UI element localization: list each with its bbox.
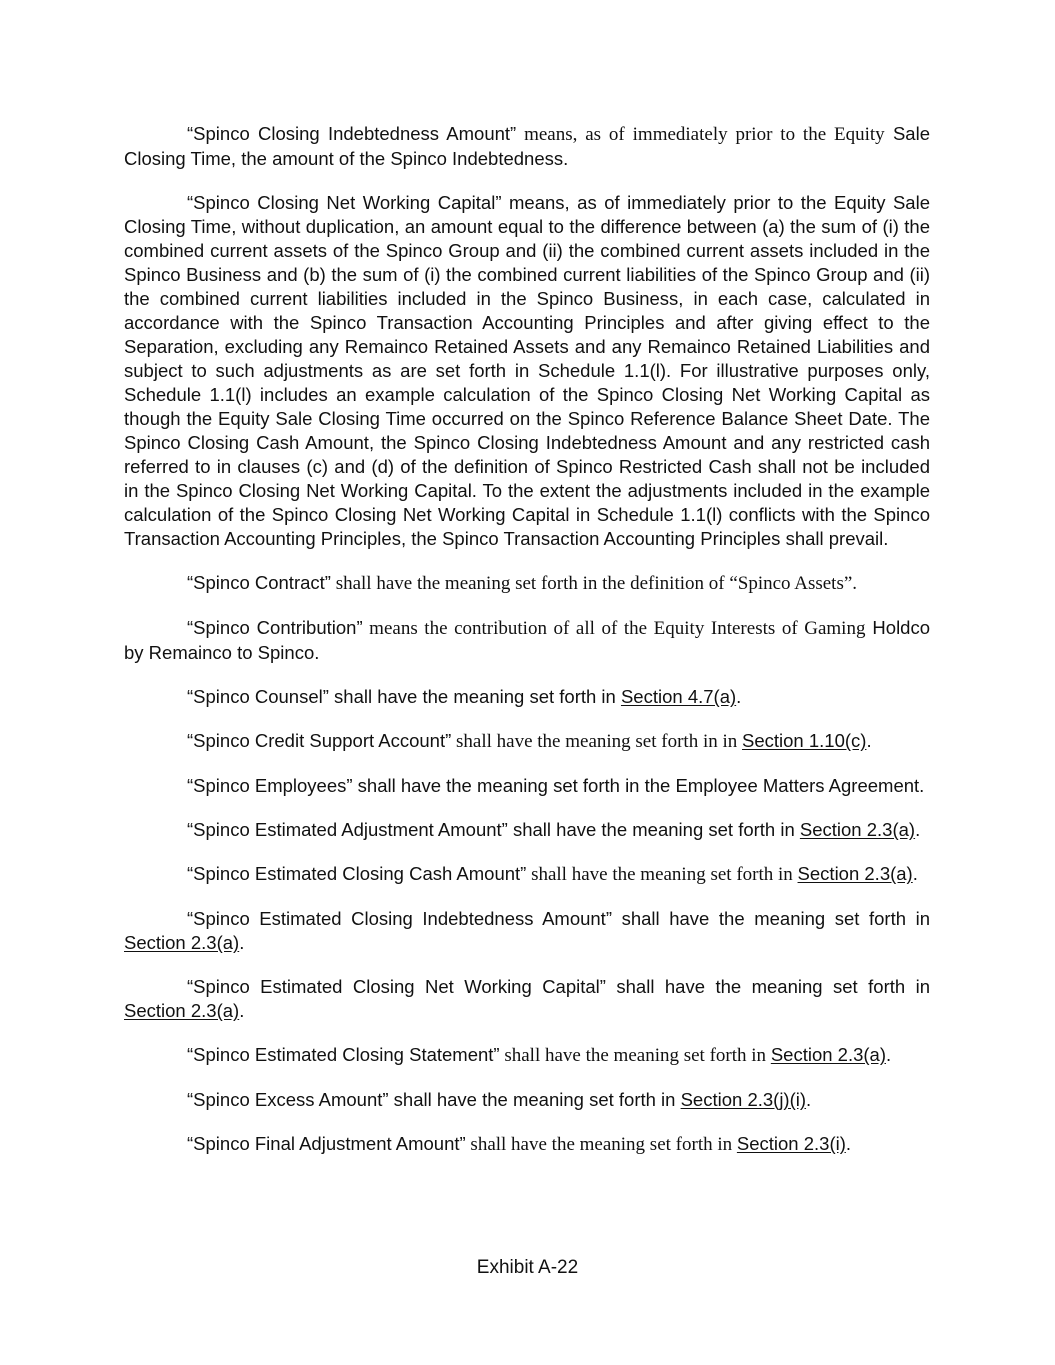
definition-text: shall have the meaning set forth in — [328, 686, 621, 707]
sentence-end: . — [886, 1044, 892, 1065]
definition-spinco-estimated-closing-indebtedness-amount — [124, 907, 930, 955]
definition-spinco-counsel — [124, 685, 930, 709]
definition-text: shall have the meaning set forth in the Employee Matters Agreement. — [352, 775, 925, 796]
definition-spinco-contribution — [124, 616, 930, 665]
sentence-end: . — [806, 1089, 812, 1110]
sentence-end: . — [845, 1133, 852, 1154]
definition-text: means, as of immediately prior to the Equity — [516, 124, 885, 145]
defined-term: “Spinco Contribution” — [187, 617, 363, 638]
section-reference-link[interactable]: Section 2.3(i) — [736, 1133, 846, 1154]
definition-text: shall have the meaning set forth in — [612, 908, 931, 929]
defined-term: “Spinco Estimated Adjustment Amount” — [187, 819, 508, 840]
definition-text: shall have the meaning set forth in — [388, 1089, 681, 1110]
section-reference-link[interactable]: Section 2.3(a) — [797, 863, 913, 884]
section-reference-link[interactable]: Section 2.3(a) — [799, 819, 916, 840]
definition-text-continued: Holdco by Remainco to Spinco. — [124, 617, 931, 663]
defined-term: “Spinco Estimated Closing Indebtedness Amount” — [187, 908, 612, 929]
definition-spinco-final-adjustment-amount — [124, 1132, 930, 1157]
defined-term: “Spinco Final Adjustment Amount” — [187, 1133, 466, 1154]
definition-text: means the contribution of all of the Equity Interests of Gaming — [362, 618, 866, 639]
definition-text-continued: Sale Closing Time, the amount of the Spinco Indebtedness. — [124, 123, 930, 169]
definition-spinco-estimated-closing-cash-amount — [124, 862, 930, 887]
definition-text: shall have the meaning set forth in — [507, 819, 800, 840]
definition-spinco-closing-indebtedness-amount — [124, 122, 930, 171]
defined-term: “Spinco Employees” — [187, 775, 353, 796]
document-body — [124, 122, 930, 1177]
defined-term: “Spinco Credit Support Account” — [187, 730, 452, 751]
sentence-end: . — [915, 819, 921, 840]
section-reference-link[interactable]: Section 2.3(a) — [124, 1000, 240, 1021]
page-footer-exhibit-label: Exhibit A-22 — [476, 1257, 579, 1278]
sentence-end: . — [866, 730, 872, 751]
definition-spinco-credit-support-account — [124, 729, 930, 754]
defined-term: “Spinco Closing Net Working Capital” — [187, 192, 502, 213]
section-reference-link[interactable]: Section 2.3(a) — [124, 932, 240, 953]
definition-spinco-contract — [124, 571, 930, 596]
sentence-end: . — [912, 863, 918, 884]
definition-text: shall have the meaning set forth in the definition of “Spinco Assets”. — [330, 573, 858, 594]
definition-spinco-estimated-closing-net-working-capital — [124, 975, 930, 1023]
definition-text: shall have the meaning set forth in — [605, 976, 930, 997]
defined-term: “Spinco Closing Indebtedness Amount” — [187, 123, 517, 144]
section-reference-link[interactable]: Section 4.7(a) — [620, 686, 737, 707]
defined-term: “Spinco Estimated Closing Cash Amount” — [187, 863, 527, 884]
definition-spinco-estimated-adjustment-amount — [124, 818, 930, 842]
defined-term: “Spinco Estimated Closing Net Working Capital” — [187, 976, 606, 997]
defined-term: “Spinco Estimated Closing Statement” — [187, 1044, 500, 1065]
definition-text: means, as of immediately prior to the Equity Sale Closing Time, without duplication, an amount equal to the difference between (a) the sum of (i) the combined current assets of the Spinco Group and (ii) the combined current assets included in the Spinco Business and (b) the sum of (i) the combined current liabilities of the Spinco Group and (ii) the combined current liabilities included in the Spinco Business, in each case, calculated in accordance with the Spinco Transaction Accounting Principles and after giving effect to the Separation, excluding any Remainco Retained Assets and any Remainco Retained Liabilities and subject to such adjustments as are set forth in Schedule 1.1(l). For illustrative purposes only, Schedule 1.1(l) includes an example calculation of the Spinco Closing Net Working Capital as though the Equity Sale Closing Time occurred on the Spinco Reference Balance Sheet Date. The Spinco Closing Cash Amount, the Spinco Closing Indebtedness Amount and any restricted cash referred to in clauses (c) and (d) of the definition of Spinco Restricted Cash shall not be included in the Spinco Closing Net Working Capital. To the extent the adjustments included in the example calculation of the Spinco Closing Net Working Capital in Schedule 1.1(l) conflicts with the Spinco Transaction Accounting Principles, the Spinco Transaction Accounting Principles shall prevail. — [124, 192, 930, 549]
defined-term: “Spinco Contract” — [187, 572, 331, 593]
sentence-end: . — [736, 686, 742, 707]
defined-term: “Spinco Excess Amount” — [187, 1089, 389, 1110]
definition-text: shall have the meaning set forth in — [465, 1134, 737, 1155]
section-reference-link[interactable]: Section 2.3(a) — [770, 1044, 886, 1065]
sentence-end: . — [239, 1000, 245, 1021]
definition-text: shall have the meaning set forth in — [526, 864, 798, 885]
section-reference-link[interactable]: Section 1.10(c) — [742, 730, 867, 751]
definition-text: shall have the meaning set forth in — [499, 1045, 771, 1066]
definition-text: shall have the meaning set forth in in — [451, 731, 743, 752]
section-reference-link[interactable]: Section 2.3(j)(i) — [680, 1089, 807, 1110]
definition-spinco-estimated-closing-statement — [124, 1043, 930, 1068]
sentence-end: . — [239, 932, 245, 953]
definition-spinco-closing-net-working-capital — [124, 191, 930, 551]
definition-spinco-employees — [124, 774, 930, 798]
defined-term: “Spinco Counsel” — [187, 686, 329, 707]
definition-spinco-excess-amount — [124, 1088, 930, 1112]
